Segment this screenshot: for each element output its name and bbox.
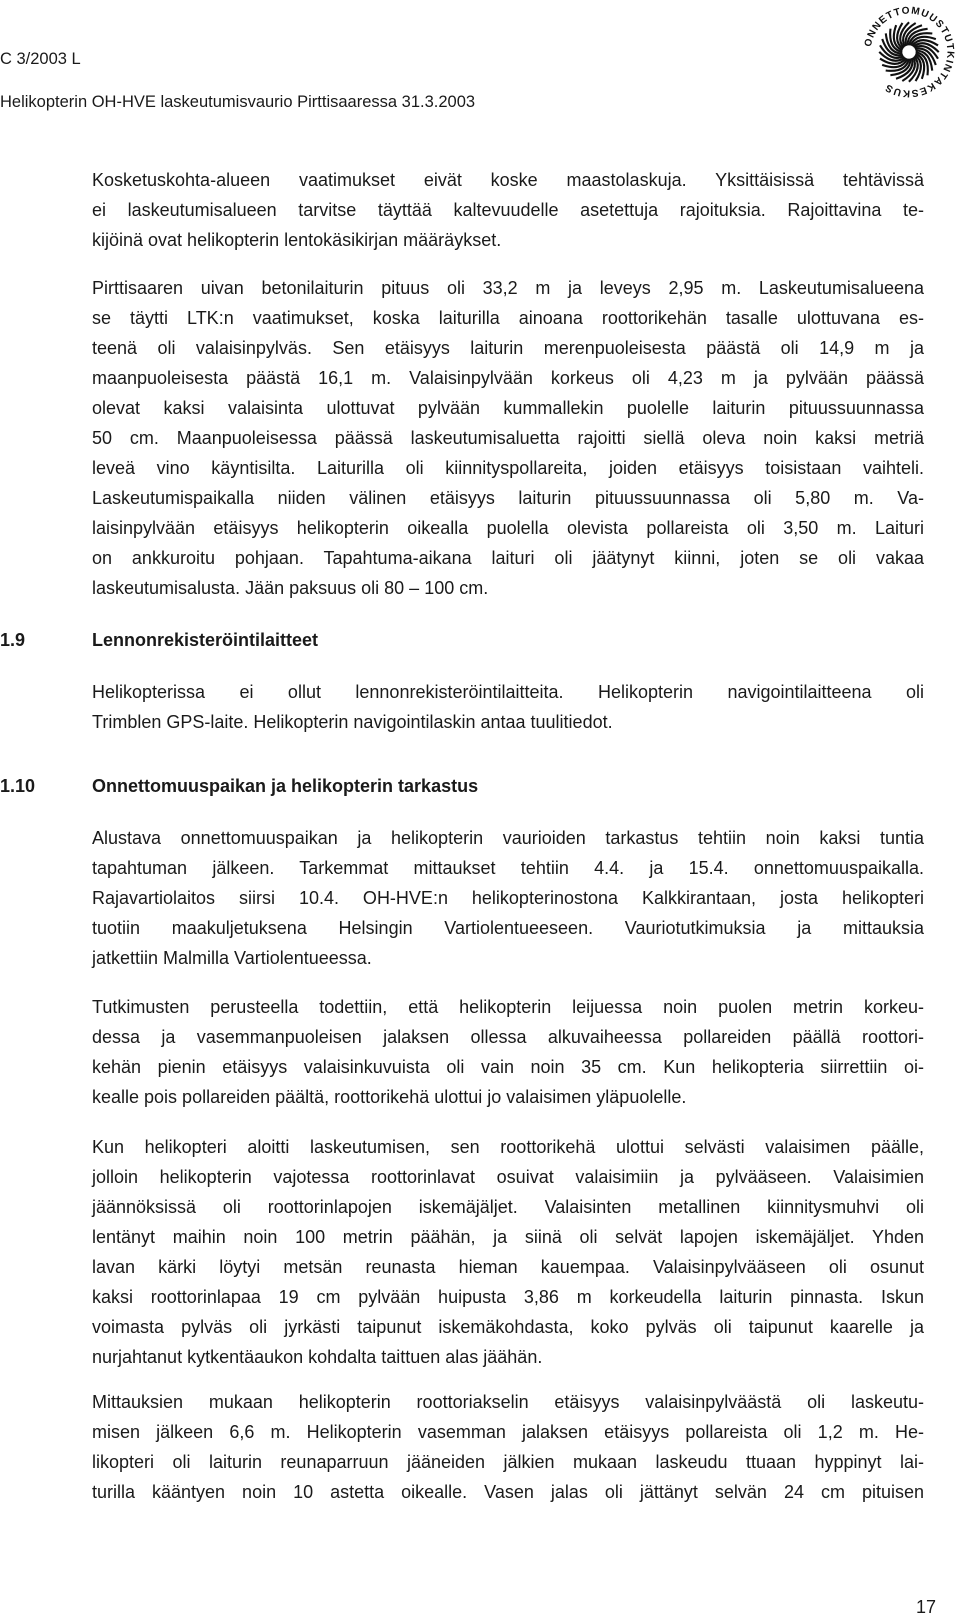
text-line: Pirttisaaren uivan betonilaiturin pituus oli 33,2 m ja leveys 2,95 m. Laskeutumisalueena <box>92 278 924 298</box>
text-line: Alustava onnettomuuspaikan ja helikopterin vaurioiden tarkastus tehtiin noin kaksi tuntia <box>92 828 924 848</box>
document-title: Helikopterin OH-HVE laskeutumisvaurio Pirttisaaressa 31.3.2003 <box>0 93 476 111</box>
paragraph-touchdown-requirements <box>92 165 924 255</box>
text-line: Helikopterissa ei ollut lennonrekisteröintilaitteita. Helikopterin navigointilaitteena oli <box>92 682 924 702</box>
paragraph-findings <box>92 992 924 1112</box>
text-line: kehän pienin etäisyys valaisinkuvuista oli vain noin 35 cm. Kun helikopteria siirrettiin oi- <box>92 1057 924 1077</box>
onnettomuustutkintakeskus-logo <box>861 4 957 100</box>
paragraph-inspection <box>92 823 924 973</box>
text-line: Trimblen GPS-laite. Helikopterin navigointilaskin antaa tuulitiedot. <box>92 712 613 732</box>
text-line: Mittauksien mukaan helikopterin roottoriakselin etäisyys valaisinpylväästä oli laskeutu- <box>92 1392 924 1412</box>
text-line: jolloin helikopterin vajotessa roottorinlavat osuivat valaisimiin ja pylvääseen. Valaisimien <box>92 1167 924 1187</box>
text-line: maanpuoleisesta päästä 16,1 m. Valaisinpylvään korkeus oli 4,23 m ja pylvään päässä <box>92 368 924 388</box>
text-line: Tutkimusten perusteella todettiin, että helikopterin leijuessa noin puolen metrin korkeu- <box>92 997 924 1017</box>
text-line: olevat kaksi valaisinta ulottuvat pylvään kummallekin puolelle laiturin pituussuunnassa <box>92 398 924 418</box>
paragraph-impact <box>92 1132 924 1372</box>
text-line: tapahtuman jälkeen. Tarkemmat mittaukset tehtiin 4.4. ja 15.4. onnettomuuspaikalla. <box>92 858 924 878</box>
text-line: teenä oli valaisinpylväs. Sen etäisyys laiturin merenpuoleisesta päästä oli 14,9 m ja <box>92 338 924 358</box>
text-line: lentänyt maihin noin 100 metrin päähän, ja siinä oli selvät lapojen iskemäjäljet. Yhden <box>92 1227 924 1247</box>
text-line: kealle pois pollareiden päältä, roottorikehä ulottui jo valaisimen yläpuolelle. <box>92 1087 687 1107</box>
text-line: jäännöksissä oli roottorinlapojen iskemäjäljet. Valaisinten metallinen kiinnitysmuhvi oli <box>92 1197 924 1217</box>
text-line: Kosketuskohta-alueen vaatimukset eivät koske maastolaskuja. Yksittäisissä tehtävissä <box>92 170 924 190</box>
text-line: kijöinä ovat helikopterin lentokäsikirjan määräykset. <box>92 230 502 250</box>
text-line: likopteri oli laiturin reunaparruun jääneiden jälkien mukaan laskeudu ttuaan hyppinyt lai- <box>92 1452 924 1472</box>
page-number: 17 <box>915 1597 936 1617</box>
text-line: tuotiin maakuljetuksena Helsingin Vartiolentueeseen. Vauriotutkimuksia ja mittauksia <box>92 918 924 938</box>
paragraph-flight-recorders <box>92 677 924 737</box>
text-line: se täytti LTK:n vaatimukset, koska laiturilla ainoana roottorikehän tasalle ulottuvana es- <box>92 308 924 328</box>
text-line: nurjahtanut kytkentäaukon kohdalta taittuen alas jäähän. <box>92 1347 543 1367</box>
text-line: leveä vino käyntisilta. Laiturilla oli kiinnityspollareita, joiden etäisyys toisistaan vaihteli. <box>92 458 924 478</box>
document-id: C 3/2003 L <box>0 50 81 68</box>
paragraph-measurements <box>92 1387 924 1507</box>
text-line: on ankkuroitu pohjaan. Tapahtuma-aikana laituri oli jäätynyt kiinni, joten se oli vakaa <box>92 548 924 568</box>
text-line: misen jälkeen 6,6 m. Helikopterin vasemman jalaksen etäisyys pollareista oli 1,2 m. He- <box>92 1422 924 1442</box>
text-line: voimasta pylväs oli jyrkästi taipunut iskemäkohdasta, koko pylväs oli taipunut kaarelle ja <box>92 1317 924 1337</box>
text-line: turilla kääntyen noin 10 astetta oikealle. Vasen jalas oli jättänyt selvän 24 cm pituisen <box>92 1482 924 1502</box>
text-line: Rajavartiolaitos siirsi 10.4. OH-HVE:n helikopterinostona Kalkkirantaan, josta helikopteri <box>92 888 924 908</box>
text-line: Laskeutumispaikalla niiden välinen etäisyys laiturin pituussuunnassa oli 5,80 m. Va- <box>92 488 924 508</box>
text-line: laisinpylvään etäisyys helikopterin oikealla puolella olevista pollareista oli 3,50 m. Laituri <box>92 518 924 538</box>
text-line: laskeutumisalusta. Jään paksuus oli 80 – 100 cm. <box>92 578 489 598</box>
text-line: dessa ja vasemmanpuoleisen jalaksen ollessa alkuvaiheessa pollareiden päällä roottori- <box>92 1027 924 1047</box>
section-heading: Onnettomuuspaikan ja helikopterin tarkastus <box>92 776 479 796</box>
text-line: lavan kärki löytyi metsän reunasta hieman kauempaa. Valaisinpylvääseen oli osunut <box>92 1257 924 1277</box>
text-line: kaksi roottorinlapaa 19 cm pylvään huipusta 3,86 m korkeudella laiturin pinnasta. Iskun <box>92 1287 924 1307</box>
section-heading: Lennonrekisteröintilaitteet <box>92 630 319 650</box>
section-number: 1.10 <box>0 776 36 796</box>
section-number: 1.9 <box>0 630 26 650</box>
text-line: 50 cm. Maanpuoleisessa päässä laskeutumisaluetta rajoitti siellä oleva noin kaksi metriä <box>92 428 924 448</box>
text-line: Kun helikopteri aloitti laskeutumisen, sen roottorikehä ulottui selvästi valaisimen päälle, <box>92 1137 924 1157</box>
paragraph-pier-description <box>92 273 924 603</box>
text-line: ei laskeutumisalueen tarvitse täyttää kaltevuudelle asetettuja rajoituksia. Rajoittavina te- <box>92 200 924 220</box>
svg-text:ONNETTOMUUSTUTKINTAKESKUS: ONNETTOMUUSTUTKINTAKESKUS <box>862 5 956 99</box>
text-line: jatkettiin Malmilla Vartiolentueessa. <box>92 948 372 968</box>
